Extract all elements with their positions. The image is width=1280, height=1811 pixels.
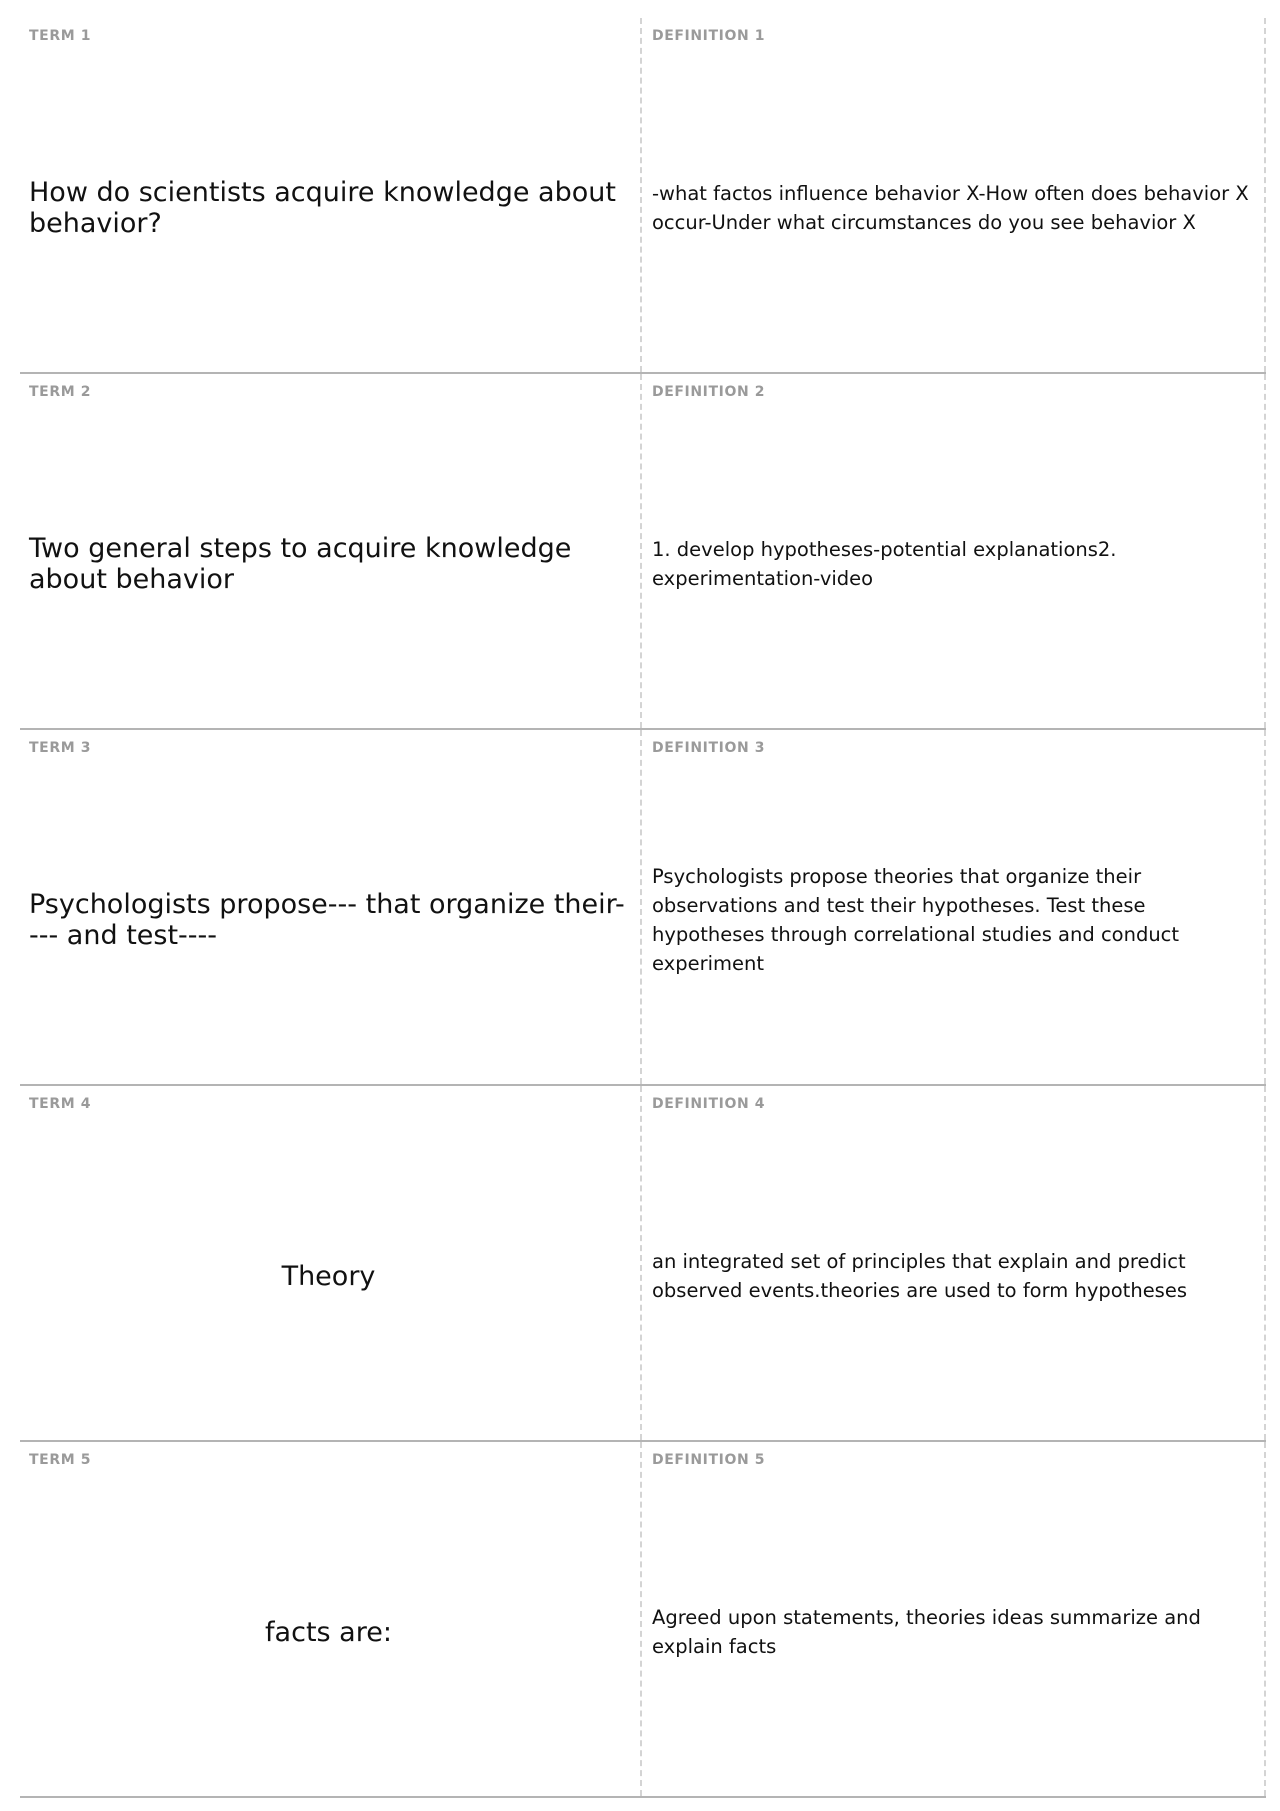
- definition-cell: [642, 18, 1266, 372]
- definition-label: DEFINITION 2: [652, 384, 766, 400]
- definition-cell: [642, 1442, 1266, 1796]
- definition-label: DEFINITION 3: [652, 740, 766, 756]
- definition-label: DEFINITION 5: [652, 1452, 766, 1468]
- flashcard-sheet: [20, 18, 1266, 1798]
- definition-content: [652, 414, 1256, 714]
- term-label: TERM 1: [29, 28, 92, 44]
- term-content: [29, 414, 628, 714]
- term-label: TERM 3: [29, 740, 92, 756]
- term-cell: [20, 374, 642, 728]
- definition-content: [652, 1482, 1256, 1782]
- term-text: Theory: [281, 1260, 376, 1292]
- term-content: [29, 770, 628, 1070]
- definition-cell: [642, 1086, 1266, 1440]
- flashcard-row: [20, 730, 1266, 1086]
- flashcard-row: [20, 18, 1266, 374]
- term-content: [29, 1482, 628, 1782]
- flashcard-row: [20, 1086, 1266, 1442]
- term-cell: [20, 18, 642, 372]
- definition-text: 1. develop hypotheses-potential explanations2. experimentation-video: [652, 538, 1117, 590]
- flashcard-row: [20, 374, 1266, 730]
- term-cell: [20, 730, 642, 1084]
- definition-text: an integrated set of principles that explain and predict observed events.theories are used to form hypotheses: [652, 1250, 1188, 1302]
- term-cell: [20, 1086, 642, 1440]
- definition-text: Psychologists propose theories that organize their observations and test their hypotheses. Test these hypotheses through correlational studies and conduct experiment: [652, 865, 1180, 975]
- definition-content: [652, 58, 1256, 358]
- definition-label: DEFINITION 1: [652, 28, 766, 44]
- term-label: TERM 4: [29, 1096, 92, 1112]
- term-text: facts are:: [265, 1616, 392, 1648]
- definition-cell: [642, 374, 1266, 728]
- definition-content: [652, 1126, 1256, 1426]
- definition-text: Agreed upon statements, theories ideas summarize and explain facts: [652, 1606, 1201, 1658]
- term-label: TERM 2: [29, 384, 92, 400]
- term-content: [29, 1126, 628, 1426]
- definition-cell: [642, 730, 1266, 1084]
- term-cell: [20, 1442, 642, 1796]
- term-label: TERM 5: [29, 1452, 92, 1468]
- definition-label: DEFINITION 4: [652, 1096, 766, 1112]
- term-text: Psychologists propose--- that organize their---- and test----: [29, 889, 625, 951]
- term-content: [29, 58, 628, 358]
- definition-content: [652, 770, 1256, 1070]
- term-text: How do scientists acquire knowledge about behavior?: [29, 177, 616, 239]
- definition-text: -what factos influence behavior X-How often does behavior X occur-Under what circumstances do you see behavior X: [652, 182, 1249, 234]
- flashcard-row: [20, 1442, 1266, 1798]
- term-text: Two general steps to acquire knowledge about behavior: [29, 533, 572, 595]
